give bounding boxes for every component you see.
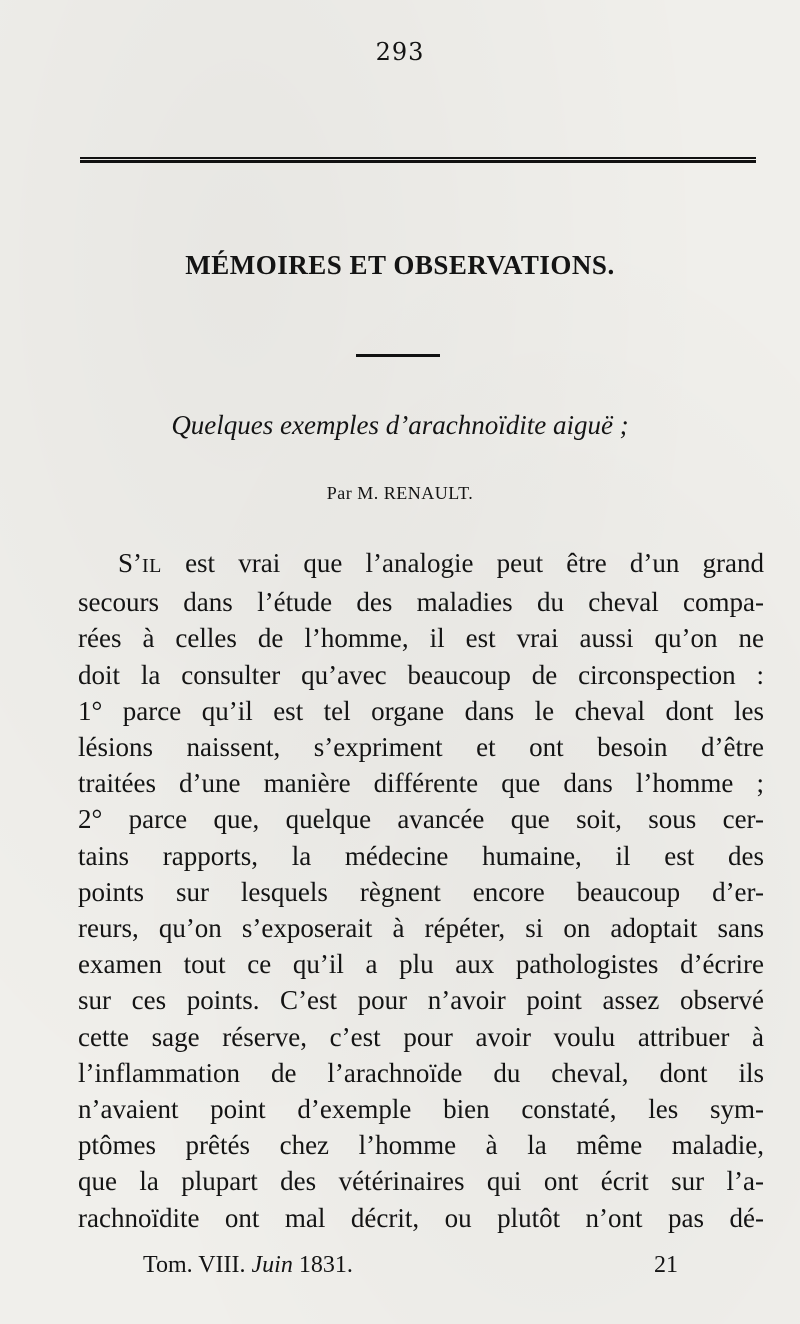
body-line: points sur lesquels règnent encore beaucoup d’er- (78, 876, 764, 907)
body-line: examen tout ce qu’il a plu aux pathologistes d’écrire (78, 949, 764, 980)
body-line: doit la consulter qu’avec beaucoup de circonspection : (78, 659, 764, 690)
body-line: n’avaient point d’exemple bien constaté, les sym- (78, 1094, 764, 1125)
opening-word: S’IL (118, 548, 162, 578)
section-title: MÉMOIRES ET OBSERVATIONS. (185, 250, 615, 280)
body-line: rachnoïdite ont mal décrit, ou plutôt n’ont pas dé- (78, 1202, 764, 1233)
title-separator-rule (356, 354, 440, 357)
header-rule (80, 157, 756, 163)
body-line: secours dans l’étude des maladies du cheval compa- (78, 587, 764, 618)
article-body (78, 545, 764, 1236)
body-line: traitées d’une manière différente que dans l’homme ; (78, 768, 764, 799)
body-line: reurs, qu’on s’exposerait à répéter, si on adoptait sans (78, 913, 764, 944)
body-line: cette sage réserve, c’est pour avoir voulu attribuer à (78, 1021, 764, 1052)
signature-mark: 21 (654, 1252, 678, 1278)
body-line: S’IL est vrai que l’analogie peut être d’un grand (118, 548, 764, 578)
volume-date (143, 1252, 353, 1279)
body-line: ptômes prêtés chez l’homme à la même maladie, (78, 1130, 764, 1161)
article-title: Quelques exemples d’arachnoïdite aiguë ; (171, 410, 629, 440)
volume-label: Tom. VIII. (143, 1252, 246, 1278)
page-footer (0, 1252, 800, 1288)
body-line: tains rapports, la médecine humaine, il est des (78, 840, 764, 871)
body-line: 1° parce qu’il est tel organe dans le cheval dont les (78, 695, 764, 726)
issue-year: 1831. (298, 1252, 353, 1278)
body-line: rées à celles de l’homme, il est vrai aussi qu’on ne (78, 623, 764, 654)
body-line: 2° parce que, quelque avancée que soit, sous cer- (78, 804, 764, 835)
body-line: l’inflammation de l’arachnoïde du cheval, dont ils (78, 1057, 764, 1088)
author-byline: Par M. RENAULT. (326, 483, 474, 503)
body-line: lésions naissent, s’expriment et ont besoin d’être (78, 732, 764, 763)
page-number: 293 (375, 38, 425, 66)
issue-month: Juin (251, 1252, 293, 1278)
body-line: que la plupart des vétérinaires qui ont écrit sur l’a- (78, 1166, 764, 1197)
body-line: sur ces points. C’est pour n’avoir point assez observé (78, 985, 764, 1016)
